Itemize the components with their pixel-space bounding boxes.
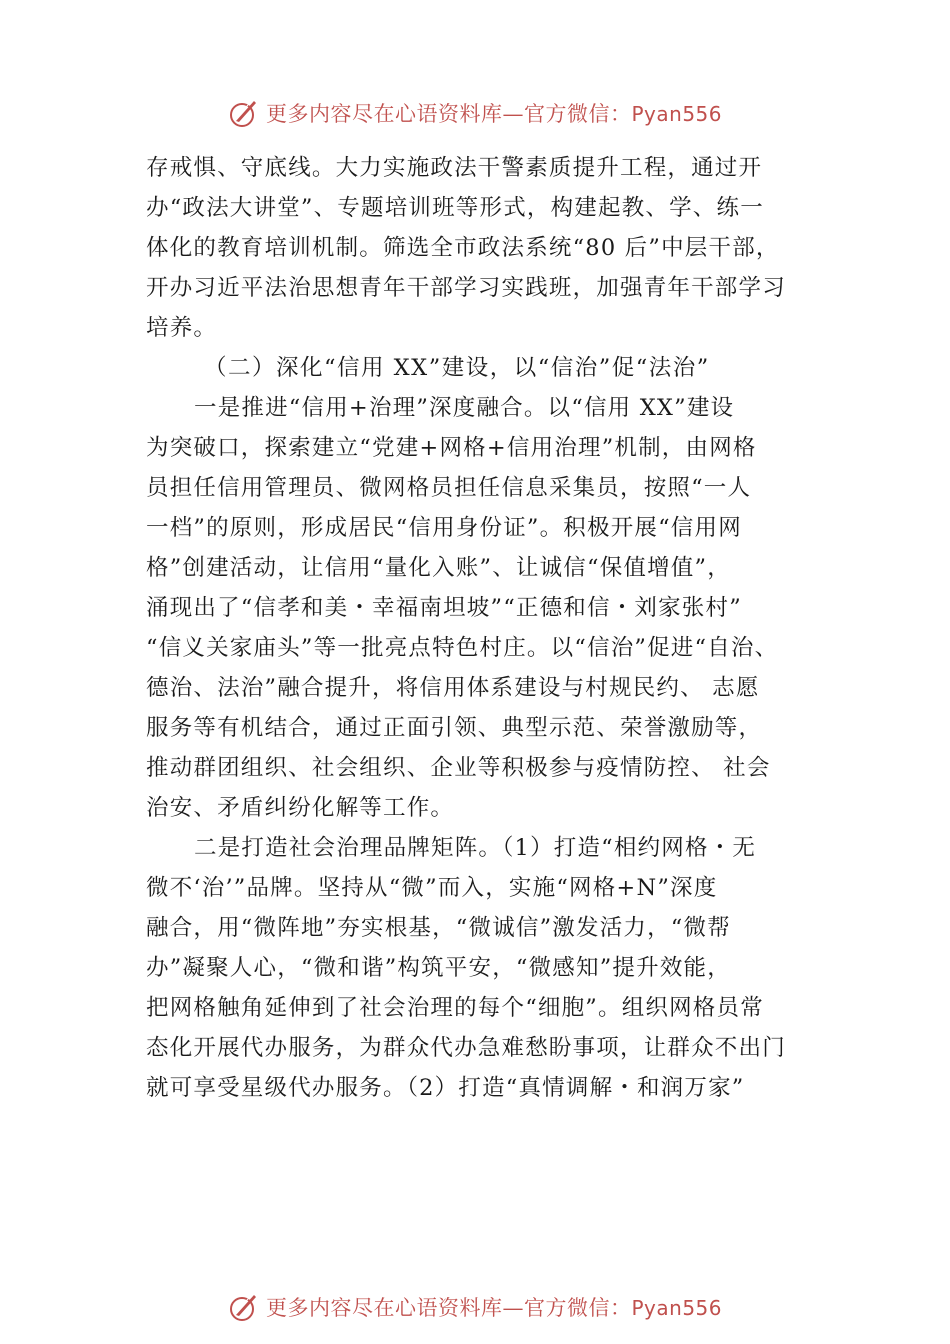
text-line: 一是推进“信用+治理”深度融合。以“信用 XX”建设 — [194, 395, 735, 421]
text-line: 体化的教育培训机制。筛选全市政法系统“80 后”中层干部， — [146, 235, 780, 261]
text-line: 开办习近平法治思想青年干部学习实践班，加强青年干部学习 — [146, 275, 786, 301]
text-line: 推动群团组织、社会组织、企业等积极参与疫情防控、 社会 — [146, 755, 771, 781]
document-body — [146, 148, 836, 1108]
text-line: 德治、法治”融合提升，将信用体系建设与村规民约、 志愿 — [146, 675, 760, 701]
wechat-id: Pyan556 — [631, 1296, 722, 1320]
text-line: 态化开展代办服务，为群众代办急难愁盼事项，让群众不出门 — [146, 1035, 786, 1061]
text-line: 服务等有机结合，通过正面引领、典型示范、荣誉激励等， — [146, 715, 763, 741]
section-heading: （二）深化“信用 XX”建设，以“信治”促“法治” — [204, 355, 710, 381]
watermark-text: 更多内容尽在心语资料库—官方微信：Pyan556 — [265, 1296, 722, 1320]
text-line: 微不‘治’”品牌。坚持从“微”而入，实施“网格+N”深度 — [146, 875, 718, 901]
footer-watermark — [0, 1287, 950, 1327]
text-line: 二是打造社会治理品牌矩阵。（1）打造“相约网格・无 — [194, 835, 757, 861]
text-line: 为突破口，探索建立“党建+网格+信用治理”机制，由网格 — [146, 435, 757, 461]
quill-logo-icon — [228, 97, 260, 129]
quill-logo-icon — [228, 1291, 260, 1323]
text-line: 融合，用“微阵地”夯实根基，“微诚信”激发活力，“微帮 — [146, 915, 731, 941]
wechat-id: Pyan556 — [631, 102, 722, 126]
text-line: 一档”的原则，形成居民“信用身份证”。积极开展“信用网 — [146, 515, 742, 541]
text-line: 格”创建活动，让信用“量化入账”、让诚信“保值增值”， — [146, 555, 731, 581]
text-line: 存戒惧、守底线。大力实施政法干警素质提升工程，通过开 — [146, 155, 763, 181]
text-line: 就可享受星级代办服务。（2）打造“真情调解・和润万家” — [146, 1075, 745, 1101]
header-watermark — [0, 93, 950, 133]
text-line: 办“政法大讲堂”、专题培训班等形式，构建起教、学、练一 — [146, 195, 764, 221]
text-line: 涌现出了“信孝和美・幸福南坦坡”“正德和信・刘家张村” — [146, 595, 742, 621]
text-line: “信义关家庙头”等一批亮点特色村庄。以“信治”促进“自治、 — [146, 635, 779, 661]
text-line: 办”凝聚人心，“微和谐”构筑平安，“微感知”提升效能， — [146, 955, 731, 981]
text-line: 治安、矛盾纠纷化解等工作。 — [146, 795, 455, 821]
text-line: 把网格触角延伸到了社会治理的每个“细胞”。组织网格员常 — [146, 995, 764, 1021]
watermark-text: 更多内容尽在心语资料库—官方微信：Pyan556 — [265, 102, 722, 126]
text-line: 培养。 — [146, 315, 218, 341]
text-line: 员担任信用管理员、微网格员担任信息采集员，按照“一人 — [146, 475, 752, 501]
